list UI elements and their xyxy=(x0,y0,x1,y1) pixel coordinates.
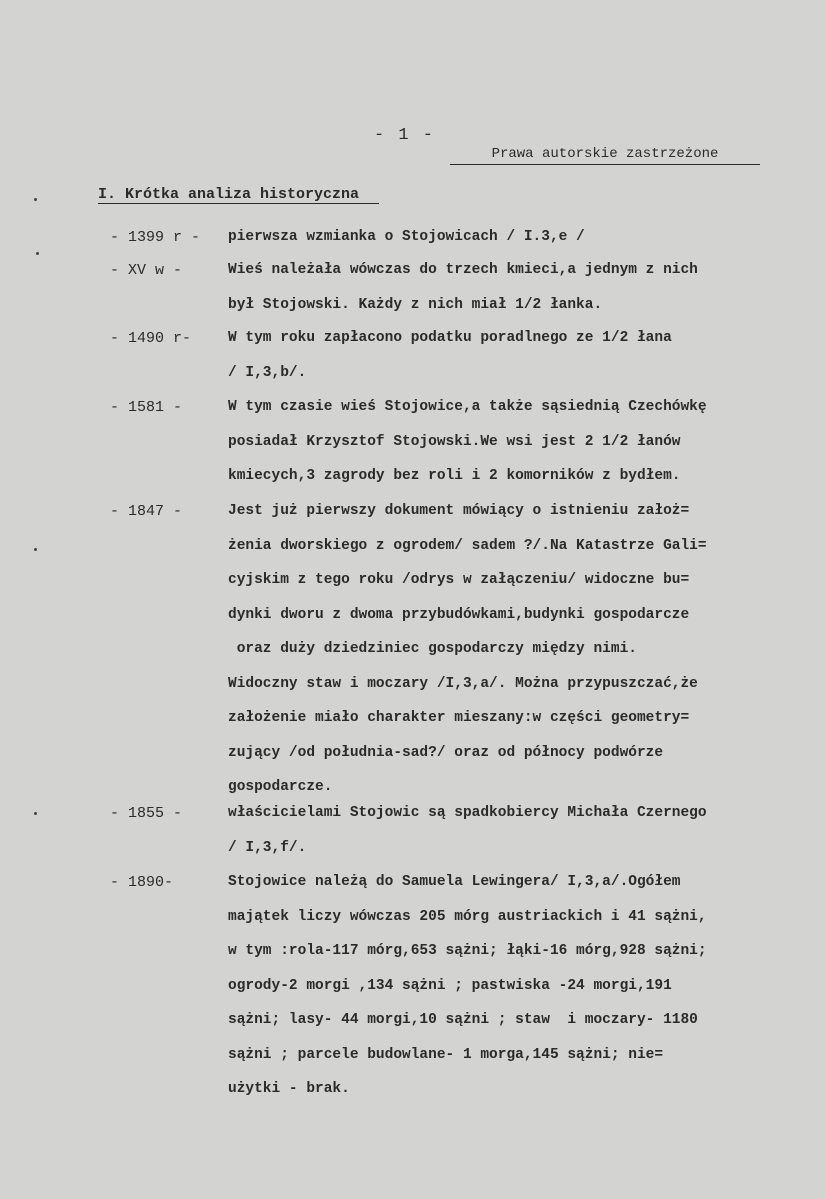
entry-text-line: W tym roku zapłacono podatku poradlnego ze 1/2 łana xyxy=(228,330,672,346)
entry-text-line: sążni; lasy- 44 morgi,10 sążni ; staw i moczary- 1180 xyxy=(228,1012,698,1028)
entry-text-line: Wieś należała wówczas do trzech kmieci,a jednym z nich xyxy=(228,262,698,278)
entry-text-line: Jest już pierwszy dokument mówiący o istnieniu założ= xyxy=(228,503,690,519)
entry-text-line: majątek liczy wówczas 205 mórg austriackich i 41 sążni, xyxy=(228,908,707,925)
page-number: - 1 - xyxy=(374,126,436,145)
entry-text-line: sążni ; parcele budowlane- 1 morga,145 sążni; nie= xyxy=(228,1046,664,1063)
scan-speck xyxy=(34,812,37,815)
entry-year: - 1490 r- xyxy=(110,330,192,347)
entry-text-line: założenie miało charakter mieszany:w części geometry= xyxy=(228,710,690,726)
entry-text-line: cyjskim z tego roku /odrys w załączeniu/ widoczne bu= xyxy=(228,572,690,588)
entry-text-line: W tym czasie wieś Stojowice,a także sąsiednią Czechówkę xyxy=(228,399,707,415)
entry-text-line: właścicielami Stojowic są spadkobiercy Michała Czernego xyxy=(228,805,707,821)
scan-speck xyxy=(34,548,37,551)
entry-year: - XV w - xyxy=(110,262,183,279)
entry-text-line: Widoczny staw i moczary /I,3,a/. Można przypuszczać,że xyxy=(228,675,698,692)
entry-year: - 1890- xyxy=(110,874,174,891)
entry-year: - 1399 r - xyxy=(110,229,201,246)
entry-text-line: gospodarcze. xyxy=(228,779,333,795)
entry-text-line: posiadał Krzysztof Stojowski.We wsi jest 2 1/2 łanów xyxy=(228,433,681,450)
entry-text-line: kmiecych,3 zagrody bez roli i 2 komorników z bydłem. xyxy=(228,468,681,484)
section-title: I. Krótka analiza historyczna xyxy=(98,186,379,204)
entry-text-line: dynki dworu z dwoma przybudówkami,budynki gospodarcze xyxy=(228,606,690,623)
entry-text-line: zujący /od południa-sad?/ oraz od północy podwórze xyxy=(228,744,664,761)
scan-speck xyxy=(34,198,37,201)
entry-text-line: pierwsza wzmianka o Stojowicach / I.3,e / xyxy=(228,229,585,245)
entry-text-line: / I,3,f/. xyxy=(228,839,307,856)
entry-text-line: użytki - brak. xyxy=(228,1081,350,1097)
entry-year: - 1855 - xyxy=(110,805,183,822)
entry-text-line: Stojowice należą do Samuela Lewingera/ I,3,a/.Ogółem xyxy=(228,874,681,890)
entry-year: - 1847 - xyxy=(110,503,183,520)
entry-text-line: był Stojowski. Każdy z nich miał 1/2 łanka. xyxy=(228,296,603,313)
entry-text-line: oraz duży dziedziniec gospodarczy między nimi. xyxy=(228,641,637,657)
entry-text-line: ogrody-2 morgi ,134 sążni ; pastwiska -24 morgi,191 xyxy=(228,977,672,994)
entry-text-line: / I,3,b/. xyxy=(228,364,307,381)
entry-text-line: w tym :rola-117 mórg,653 sążni; łąki-16 mórg,928 sążni; xyxy=(228,943,707,959)
entry-year: - 1581 - xyxy=(110,399,183,416)
scan-speck xyxy=(36,252,39,255)
copyright-notice: Prawa autorskie zastrzeżone xyxy=(450,146,760,165)
entry-text-line: żenia dworskiego z ogrodem/ sadem ?/.Na Katastrze Gali= xyxy=(228,537,707,554)
